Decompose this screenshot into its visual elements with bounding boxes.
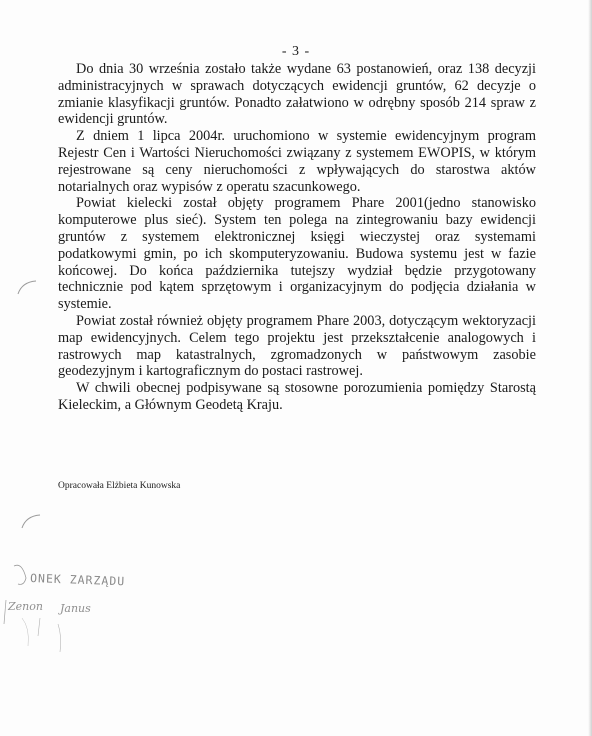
page-number: - 3 -: [281, 44, 311, 59]
scan-edge-shadow: [588, 0, 592, 736]
paragraph-decisions: Do dnia 30 września zostało także wydane 63 postanowień, oraz 138 decyzji administracyjnych w sprawach dotyczących ewidencji gruntów, 62 decyzje o zmianie klasyfikacji gruntów. Ponadto załatwiono w odrębny sposób 214 spraw z ewidencji gruntów.: [58, 61, 536, 128]
paragraph-price-register: Z dniem 1 lipca 2004r. uruchomiono w systemie ewidencyjnym program Rejestr Cen i Wartości Nieruchomości związany z systemem EWOPIS, w którym rejestrowane są ceny nieruchomości z wpływających do starostwa aktów notarialnych oraz wypisów z operatu szacunkowego.: [58, 128, 536, 195]
hole-punch-mark-lower: [20, 512, 44, 530]
hole-punch-mark-upper: [16, 278, 40, 296]
paragraph-agreements: W chwili obecnej podpisywane są stosowne porozumienia pomiędzy Starostą Kieleckim, a Głównym Geodetą Kraju.: [58, 380, 536, 413]
report-body: [58, 61, 536, 414]
official-stamp-signature: [0, 556, 160, 666]
paragraph-phare-2003: Powiat został również objęty programem Phare 2003, dotyczącym wektoryzacji map ewidencyjnych. Celem tego projektu jest przekształcenie analogowych i rastrowych map katastralnych, zgromadzonych w państwowym zasobie geodezyjnym i kartograficznym do postaci rastrowej.: [58, 312, 536, 380]
author-note: Opracowała Elżbieta Kunowska: [58, 481, 181, 491]
paragraph-phare-2001: Powiat kielecki został objęty programem Phare 2001(jedno stanowisko komputerowe plus sieć). System ten polega na zintegrowaniu bazy ewidencji gruntów z systemem elektronicznej księgi wieczystej oraz systemami podatkowymi gmin, po ich skomputeryzowaniu. Budowa systemu jest w fazie końcowej. Do końca października tutejszy wydział będzie przygotowany technicznie pod kątem sprzętowym i organizacyjnym do podjęcia działania w systemie.: [58, 195, 536, 313]
svg-text:Janus: Janus: [60, 602, 91, 615]
svg-text:ONEK ZARZĄDU: ONEK ZARZĄDU: [29, 571, 126, 589]
svg-text:Zenon: Zenon: [8, 600, 43, 613]
